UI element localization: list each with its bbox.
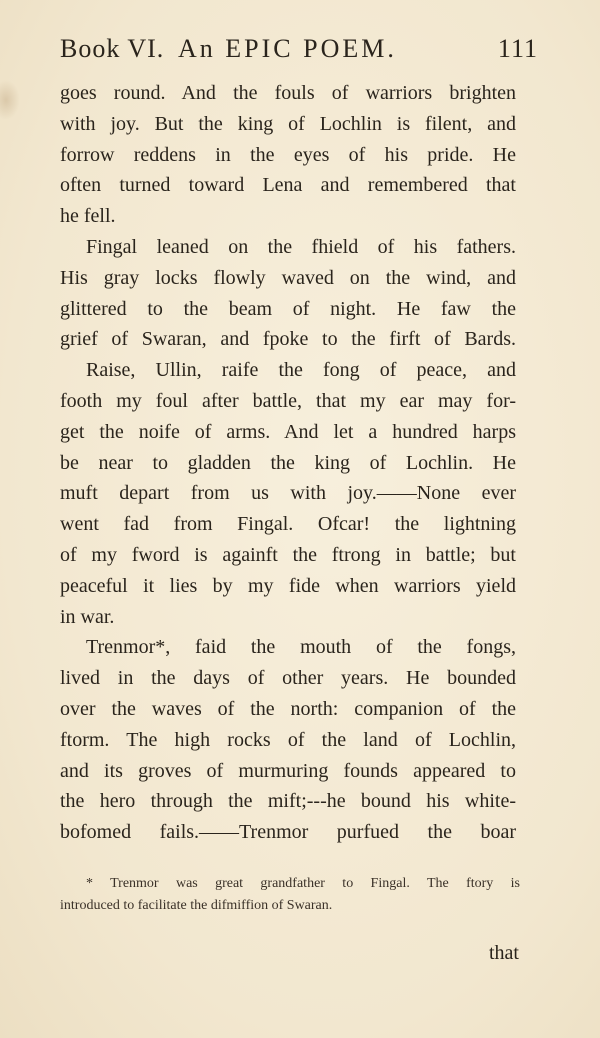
- catchword: that: [489, 942, 519, 964]
- text-line: goes round. And the fouls of warriors brighten: [60, 82, 516, 104]
- text-line: His gray locks flowly waved on the wind, and: [60, 266, 516, 289]
- text-line: the hero through the mift;---he bound his white-: [60, 790, 516, 813]
- footnote: [60, 873, 520, 917]
- paper-stain: [0, 80, 20, 120]
- text-line: and its groves of murmuring founds appeared to: [60, 759, 516, 782]
- running-head-book: Book VI.: [60, 34, 165, 63]
- text-line: get the noife of arms. And let a hundred harps: [60, 420, 516, 443]
- text-line: went fad from Fingal. Ofcar! the lightning: [60, 513, 516, 536]
- text-line: lived in the days of other years. He bounded: [60, 667, 516, 690]
- text-line: Trenmor*, faid the mouth of the fongs,: [86, 636, 516, 659]
- text-line: peaceful it lies by my fide when warriors yield: [60, 574, 516, 597]
- footnote-line: * Trenmor was great grandfather to Fingal. The ftory is: [86, 876, 520, 891]
- text-line: Fingal leaned on the fhield of his fathers.: [86, 235, 516, 258]
- body-text: [60, 78, 516, 848]
- text-line: over the waves of the north: companion of the: [60, 697, 516, 720]
- text-line: be near to gladden the king of Lochlin. He: [60, 451, 516, 474]
- text-line: footh my foul after battle, that my ear may for-: [60, 389, 516, 412]
- text-line: glittered to the beam of night. He faw the: [60, 297, 516, 320]
- text-line: grief of Swaran, and fpoke to the firft of Bards.: [60, 328, 516, 351]
- text-line: in war.: [60, 605, 115, 628]
- text-line: with joy. But the king of Lochlin is filent, and: [60, 112, 516, 135]
- text-line: of my fword is againft the ftrong in battle; but: [60, 543, 516, 566]
- footnote-line: introduced to facilitate the difmiffion of Swaran.: [60, 898, 333, 913]
- text-line: muft depart from us with joy.——None ever: [60, 482, 516, 505]
- text-line: Raise, Ullin, raife the fong of peace, and: [86, 359, 516, 382]
- running-head-title: An EPIC POEM.: [178, 34, 397, 63]
- running-head: [60, 34, 538, 66]
- text-line: he fell.: [60, 205, 116, 228]
- text-line: often turned toward Lena and remembered that: [60, 174, 516, 197]
- text-line: ftorm. The high rocks of the land of Lochlin,: [60, 728, 516, 751]
- text-line: forrow reddens in the eyes of his pride. He: [60, 143, 516, 166]
- page-number: 111: [497, 34, 538, 63]
- text-line: bofomed fails.——Trenmor purfued the boar: [60, 821, 516, 844]
